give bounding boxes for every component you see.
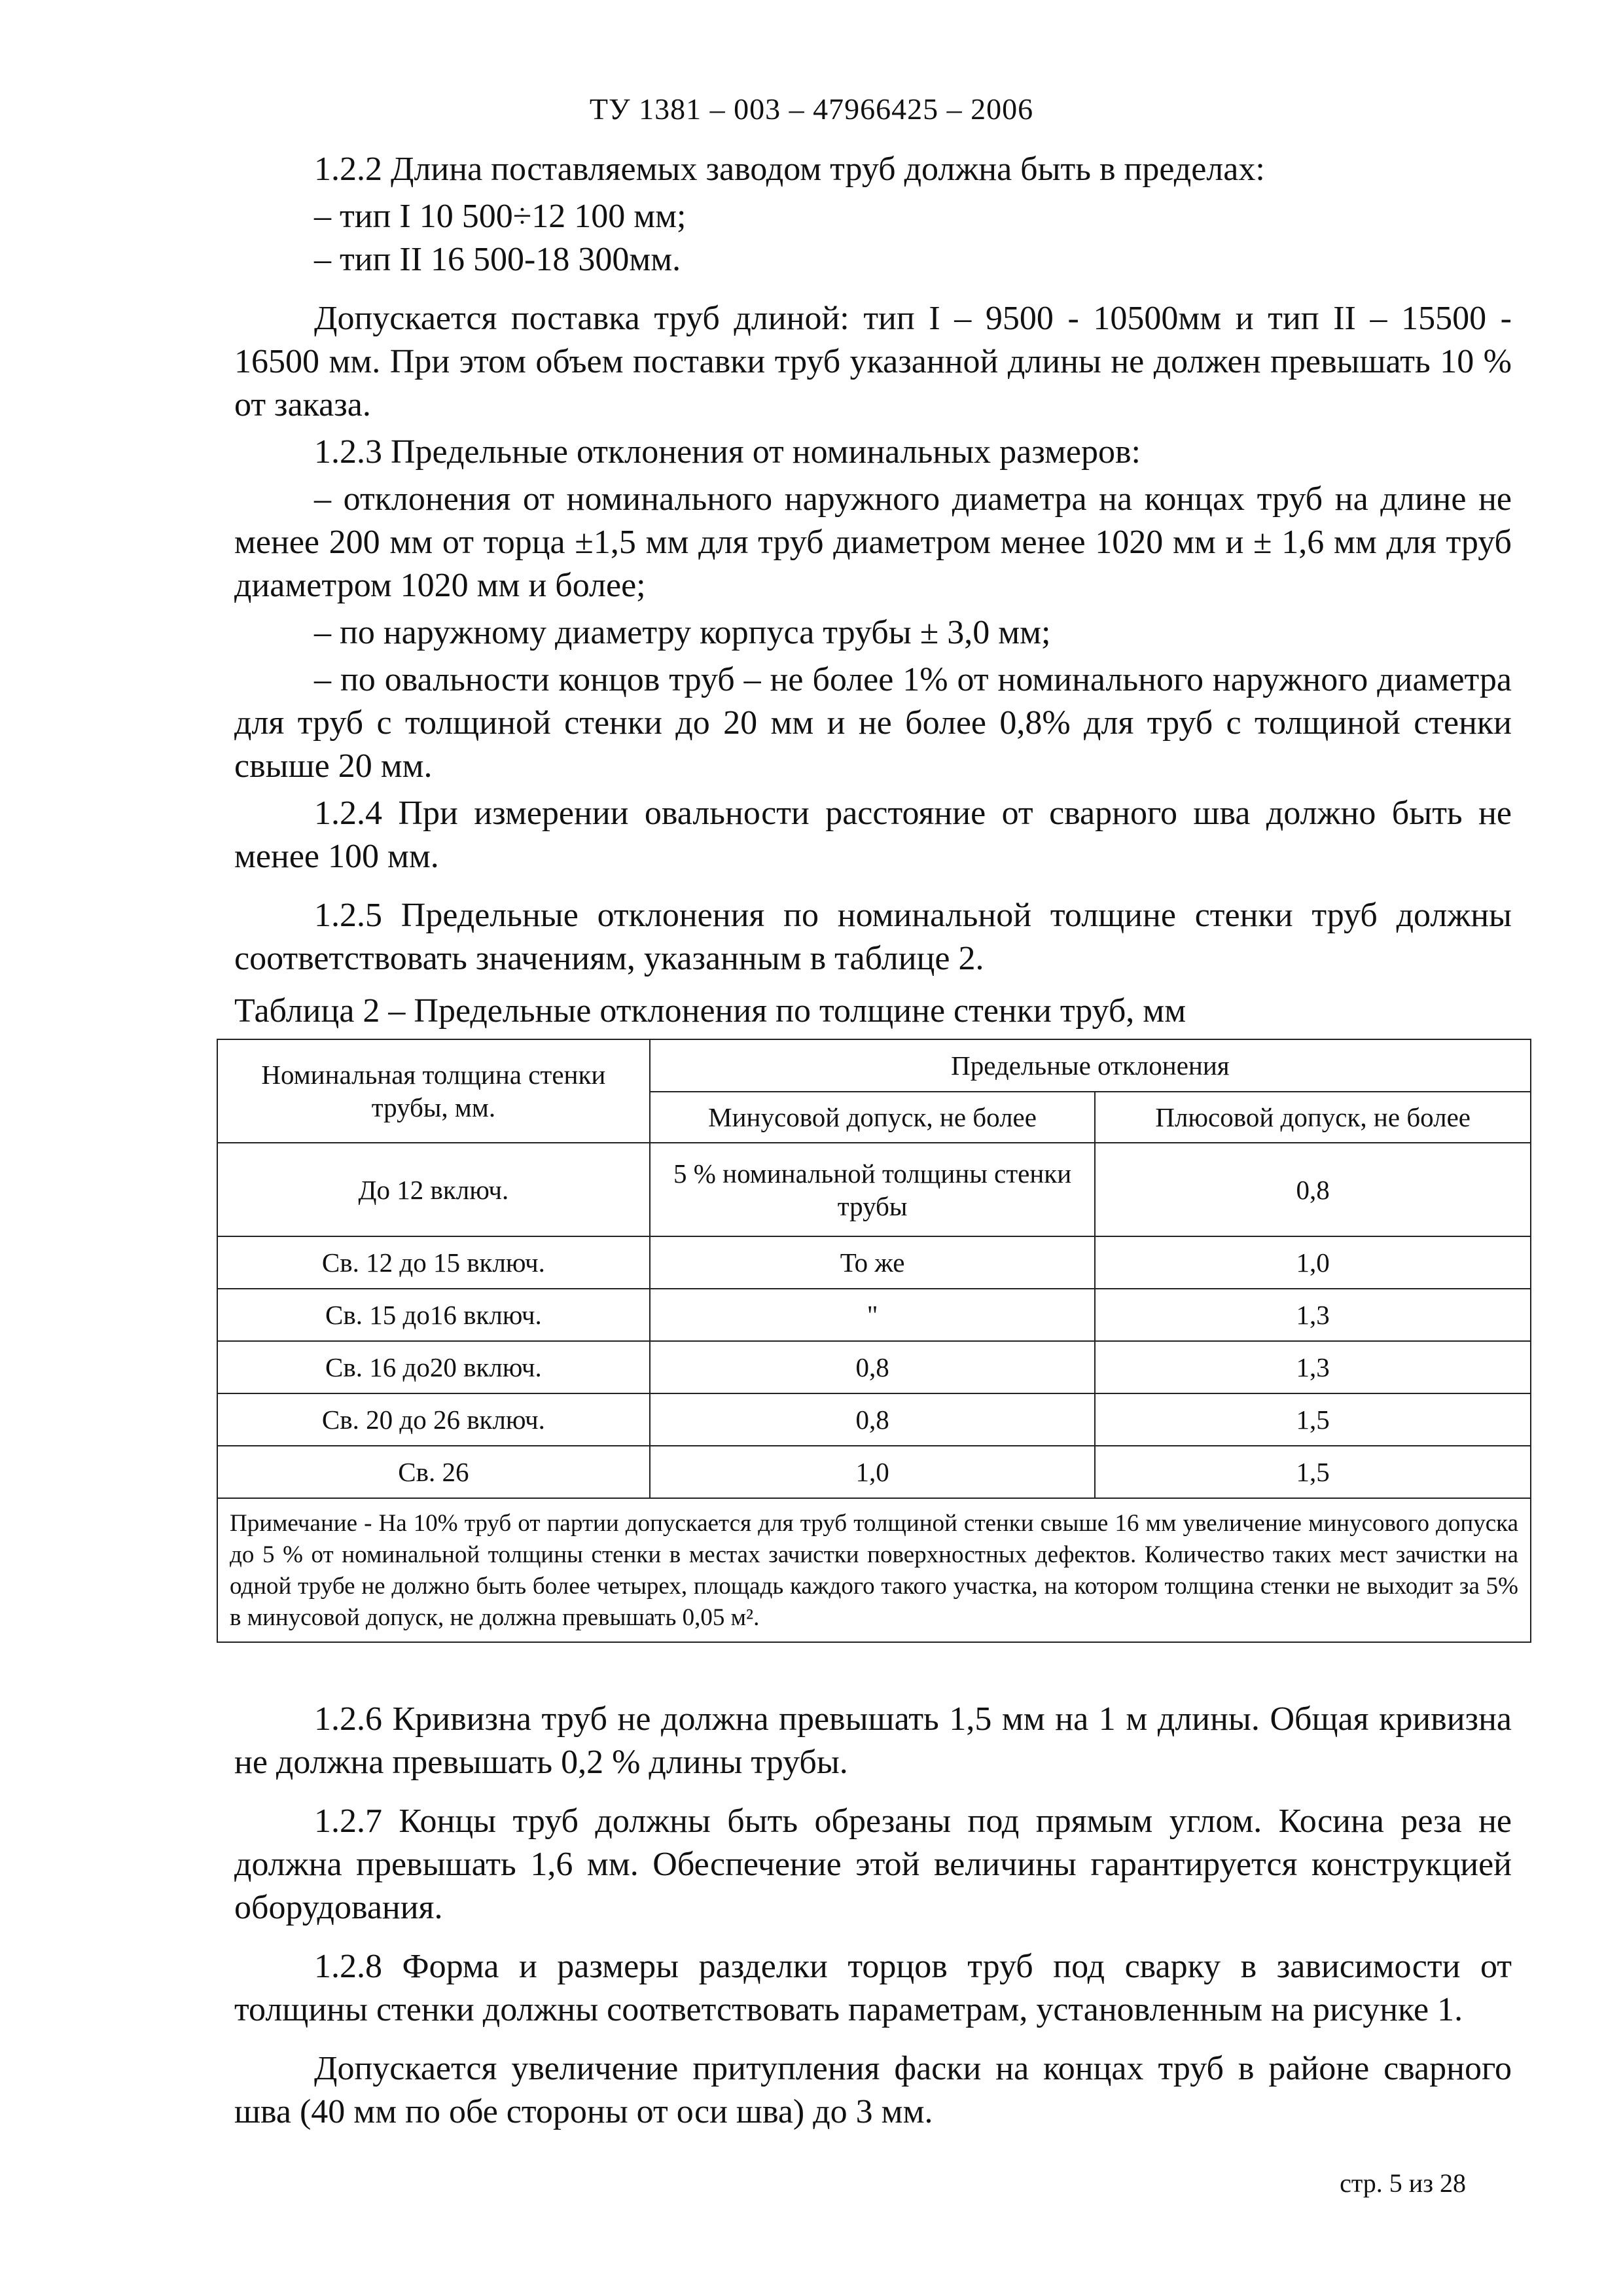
section-1-2-3-title: 1.2.3 Предельные отклонения от номинальных размеров: [314,433,1141,471]
table-header-row [217,1039,1531,1092]
cell-thickness: Св. 26 [217,1446,650,1498]
page-number: стр. 5 из 28 [1340,2168,1466,2198]
section-1-2-6: 1.2.6 Кривизна труб не должна превышать 1,5 мм на 1 м длины. Общая кривизна не должна превышать 0,2 % длины трубы. [234,1700,1512,1781]
cell-thickness: До 12 включ. [217,1143,650,1236]
cell-plus: 1,5 [1095,1446,1531,1498]
cell-plus: 0,8 [1095,1143,1531,1236]
cell-minus: 0,8 [650,1393,1096,1446]
cell-plus: 1,3 [1095,1289,1531,1341]
section-1-2-8-paragraph: Допускается увеличение притупления фаски на концах труб в районе сварного шва (40 мм по обе стороны от оси шва) до 3 мм. [234,2050,1512,2130]
table-row [217,1393,1531,1446]
section-1-2-3-item-3: – по овальности концов труб – не более 1% от номинального наружного диаметра для труб с толщиной стенки до 20 мм и не более 0,8% для труб с толщиной стенки свыше 20 мм. [234,661,1512,785]
cell-thickness: Св. 20 до 26 включ. [217,1393,650,1446]
section-1-2-7: 1.2.7 Концы труб должны быть обрезаны под прямым углом. Косина реза не должна превышать 1,6 мм. Обеспечение этой величины гарантируется конструкцией оборудования. [234,1803,1512,1926]
cell-minus: 5 % номинальной толщины стенки трубы [650,1143,1096,1236]
section-1-2-4: 1.2.4 При измерении овальности расстояние от сварного шва должно быть не менее 100 мм. [234,795,1512,875]
section-1-2-3-item-2: – по наружному диаметру корпуса трубы ± 3,0 мм; [314,614,1051,651]
table-caption: Таблица 2 – Предельные отклонения по толщине стенки труб, мм [234,992,1186,1030]
section-1-2-5: 1.2.5 Предельные отклонения по номинальной толщине стенки труб должны соответствовать значениям, указанным в таблице 2. [234,897,1512,977]
table-row [217,1236,1531,1289]
section-1-2-2-title: 1.2.2 Длина поставляемых заводом труб должна быть в пределах: [314,151,1265,188]
cell-plus: 1,0 [1095,1236,1531,1289]
cell-minus: 0,8 [650,1341,1096,1393]
table-row [217,1289,1531,1341]
document-header: ТУ 1381 – 003 – 47966425 – 2006 [589,92,1034,126]
table-note: Примечание - На 10% труб от партии допускается для труб толщиной стенки свыше 16 мм увеличение минусового допуска до 5 % от номинальной толщины стенки в местах зачистки поверхностных дефектов. Количество таких мест зачистки на одной трубе не должно быть более четырех, площадь каждого такого участка, на котором толщина стенки не выходит за 5% в минусовой допуск, не должна превышать 0,05 м². [217,1498,1531,1642]
cell-thickness: Св. 12 до 15 включ. [217,1236,650,1289]
table-row [217,1143,1531,1236]
section-1-2-3-item-1: – отклонения от номинального наружного диаметра на концах труб на длине не менее 200 мм от торца ±1,5 мм для труб диаметром менее 1020 мм и ± 1,6 мм для труб диаметром 1020 мм и более; [234,480,1512,604]
header-minus-tolerance: Минусовой допуск, не более [650,1092,1096,1143]
cell-plus: 1,5 [1095,1393,1531,1446]
section-1-2-2-item-2: – тип II 16 500-18 300мм. [314,241,681,278]
deviation-table [217,1039,1531,1643]
cell-plus: 1,3 [1095,1341,1531,1393]
section-1-2-2-item-1: – тип I 10 500÷12 100 мм; [314,198,687,235]
cell-thickness: Св. 15 до16 включ. [217,1289,650,1341]
cell-minus: То же [650,1236,1096,1289]
section-1-2-2-paragraph: Допускается поставка труб длиной: тип I – 9500 - 10500мм и тип II – 15500 - 16500 мм. При этом объем поставки труб указанной длины не должен превышать 10 % от заказа. [234,300,1512,423]
text-block-bottom [234,1698,1512,2134]
header-plus-tolerance: Плюсовой допуск, не более [1095,1092,1531,1143]
text-block-top [234,148,1512,980]
table-row [217,1446,1531,1498]
cell-thickness: Св. 16 до20 включ. [217,1341,650,1393]
header-deviations-group: Предельные отклонения [650,1039,1531,1092]
table-row [217,1341,1531,1393]
header-nominal-thickness: Номинальная толщина стенки трубы, мм. [217,1039,650,1143]
section-1-2-8: 1.2.8 Форма и размеры разделки торцов труб под сварку в зависимости от толщины стенки должны соответствовать параметрам, установленным на рисунке 1. [234,1948,1512,2028]
cell-minus: 1,0 [650,1446,1096,1498]
cell-minus: " [650,1289,1096,1341]
table-note-row [217,1498,1531,1642]
